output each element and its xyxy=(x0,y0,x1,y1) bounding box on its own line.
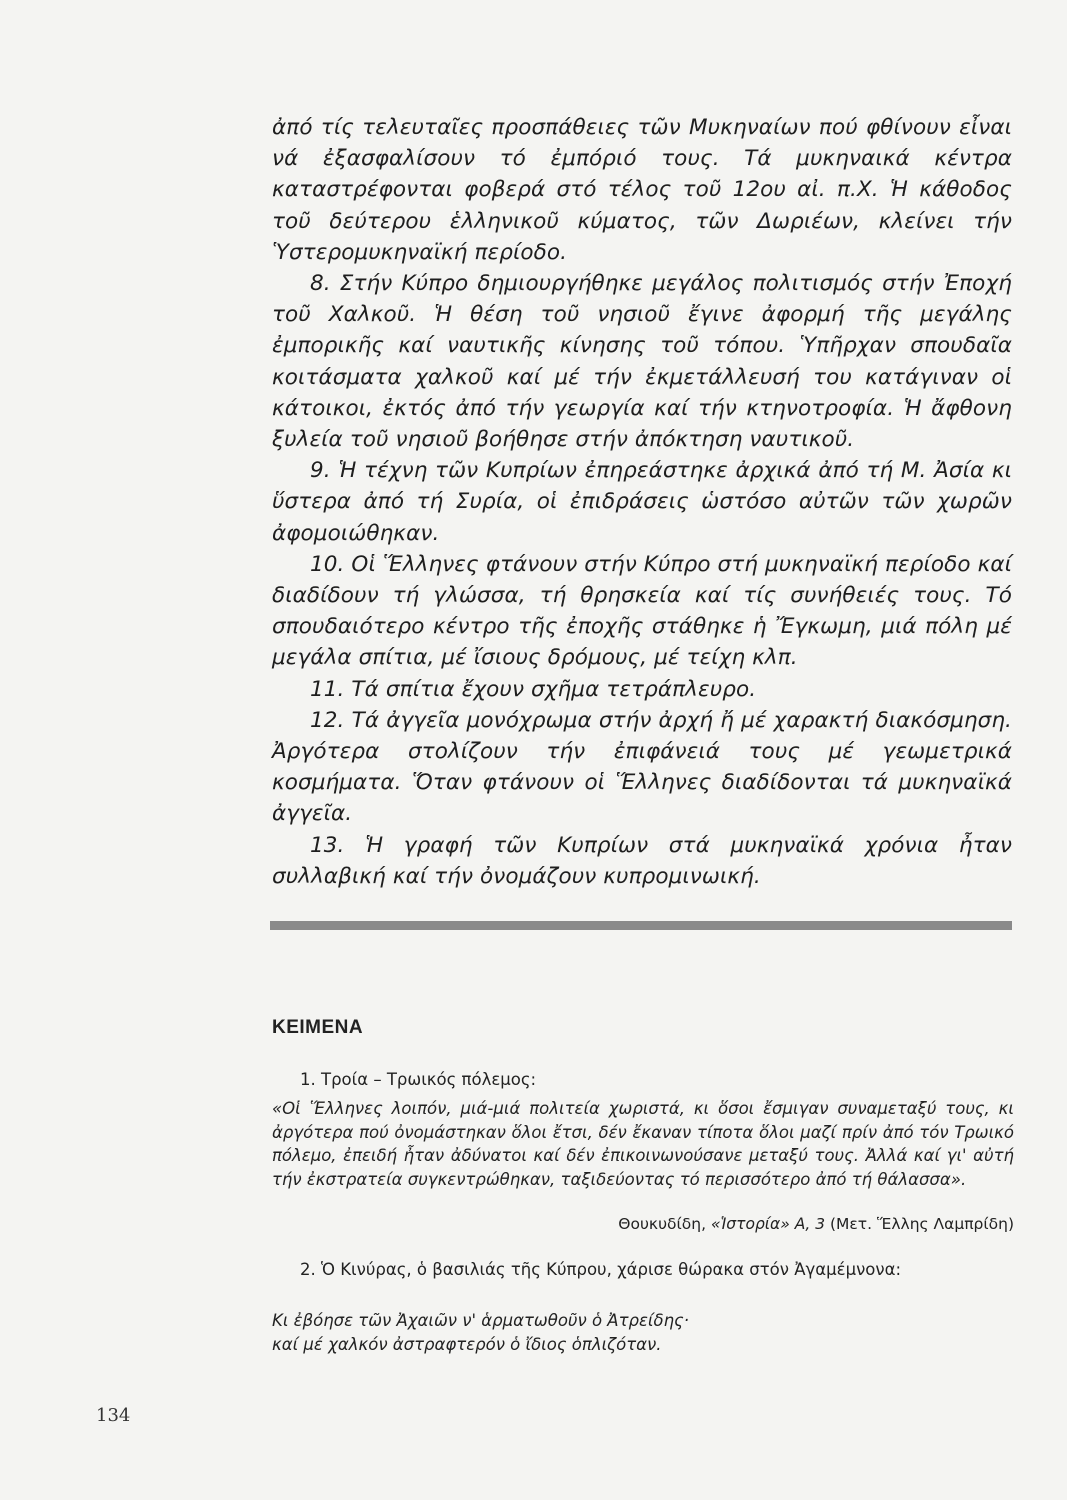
paragraph-9: 9. Ἡ τέχνη τῶν Κυπρίων ἐπηρεάστηκε ἀρχικά ἀπό τή Μ. Ἀσία κι ὕστερα ἀπό τή Συρία, οἱ ἐπιδράσεις ὡστόσο αὐτῶν τῶν χωρῶν ἀφομοιώθηκαν. xyxy=(272,458,1012,546)
paragraph-10: 10. Οἱ Ἕλληνες φτάνουν στήν Κύπρο στή μυκηναϊκή περίοδο καί διαδίδουν τή γλώσσα, τή θρησκεία καί τίς συνήθειές τους. Τό σπουδαιότερο κέντρο τῆς ἐποχῆς στάθηκε ἡ Ἔγκωμη, μιά πόλη μέ μεγάλα σπίτια, μέ ἴσιους δρόμους, μέ τείχη κλπ. xyxy=(272,551,1012,671)
paragraph-intro: ἀπό τίς τελευταῖες προσπάθειες τῶν Μυκηναίων πού φθίνουν εἶναι νά ἐξασφαλίσουν τό ἐμπόριό τους. Τά μυκηναικά κέντρα καταστρέφονται φοβερά στό τέλος τοῦ 12ου αἰ. π.Χ. Ἡ κάθοδος τοῦ δεύτερου ἑλληνικοῦ κύματος, τῶν Δωριέων, κλείνει τήν Ὑστερομυκηναϊκή περίοδο. xyxy=(272,115,1012,265)
source-1-quote: «Οἱ Ἕλληνες λοιπόν, μιά-μιά πολιτεία χωριστά, κι ὅσοι ἔσμιγαν συναμεταξύ τους, κι ἀργότερα πού ὀνομάστηκαν ὅλοι ἔτσι, δέν ἔκαναν τίποτα ὅλοι μαζί πρίν ἀπό τόν Τρωικό πόλεμο, ἐπειδή ἦταν ἀδύνατοι καί δέν ἐπικοινωνούσανε μεταξύ τους. Ἀλλά καί γι' αὐτή τήν ἐκστρατεία συγκεντρώθηκαν, ταξιδεύοντας τό περισσότερο ἀπό τή θάλασσα». xyxy=(272,1099,1014,1189)
paragraph-8: 8. Στήν Κύπρο δημιουργήθηκε μεγάλος πολιτισμός στήν Ἐποχή τοῦ Χαλκοῦ. Ἡ θέση τοῦ νησιοῦ ἔγινε ἀφορμή τῆς μεγάλης ἐμπορικῆς καί ναυτικῆς κίνησης τοῦ τόπου. Ὑπῆρχαν σπουδαῖα κοιτάσματα χαλκοῦ καί μέ τήν ἐκμετάλλευσή του κατάγιναν οἱ κάτοικοι, ἐκτός ἀπό τήν γεωργία καί τήν κτηνοτροφία. Ἡ ἄφθονη ξυλεία τοῦ νησιοῦ βοήθησε στήν ἀπόκτηση ναυτικοῦ. xyxy=(272,271,1012,453)
paragraph-12: 12. Τά ἀγγεῖα μονόχρωμα στήν ἀρχή ἤ μέ χαρακτή διακόσμηση. Ἀργότερα στολίζουν τήν ἐπιφάνειά τους μέ γεωμετρικά κοσμήματα. Ὅταν φτάνουν οἱ Ἕλληνες διαδίδονται τά μυκηναϊκά ἀγγεῖα. xyxy=(272,707,1012,827)
credit-translator: (Μετ. Ἕλλης Λαμπρίδη) xyxy=(825,1215,1014,1233)
credit-work: «Ἱστορία» Α, 3 xyxy=(710,1215,826,1233)
paragraph-13: 13. Ἡ γραφή τῶν Κυπρίων στά μυκηναϊκά χρόνια ἦταν συλλαβική καί τήν ὀνομάζουν κυπρομινωική. xyxy=(272,832,1012,889)
paragraph-11: 11. Τά σπίτια ἔχουν σχῆμα τετράπλευρο. xyxy=(310,676,757,702)
source-2-verse xyxy=(272,1309,1014,1356)
texts-heading: ΚΕΙΜΕΝΑ xyxy=(272,1017,364,1038)
source-2-title: 2. Ὁ Κινύρας, ὁ βασιλιάς τῆς Κύπρου, χάρισε θώρακα στόν Ἀγαμέμνονα: xyxy=(300,1260,902,1279)
source-1-credit xyxy=(272,1213,1014,1237)
source-1-title: 1. Τροία – Τρωικός πόλεμος: xyxy=(300,1070,537,1089)
main-text xyxy=(272,112,1012,892)
page-number: 134 xyxy=(96,1405,131,1426)
verse-line-2: καί μέ χαλκόν ἀστραφτερόν ὁ ἴδιος ὁπλιζόταν. xyxy=(272,1334,662,1354)
credit-author: Θουκυδίδη, xyxy=(618,1215,711,1233)
section-divider xyxy=(270,921,1012,930)
verse-line-1: Κι ἐβόησε τῶν Ἀχαιῶν ν' ἁρματωθοῦν ὁ Ἀτρείδης· xyxy=(272,1311,689,1330)
